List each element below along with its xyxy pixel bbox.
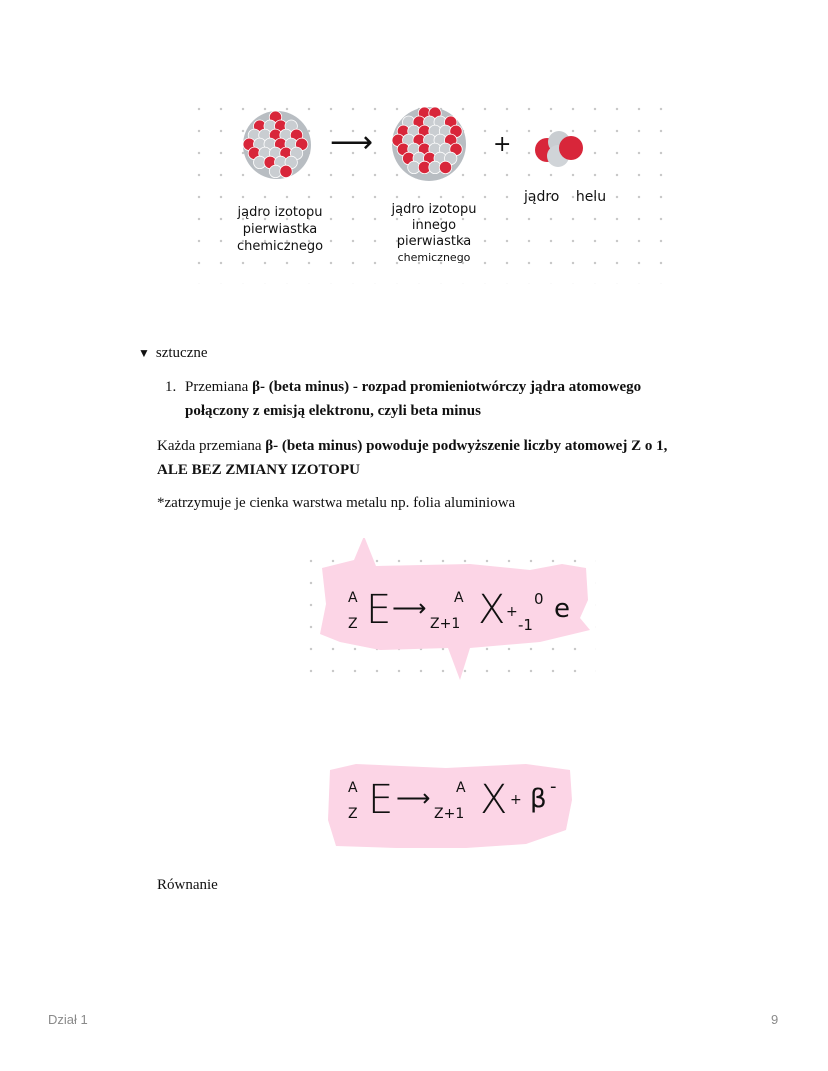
beta-symbol: β <box>530 784 547 814</box>
mass-number-right: A <box>454 590 464 606</box>
atomic-number-right: Z+1 <box>434 806 465 822</box>
equation-arrow: ⟶ <box>392 594 427 622</box>
beta-decay-equation-2 <box>326 760 576 848</box>
reaction-arrow: ⟶ <box>330 125 374 160</box>
symbol-left: E <box>366 587 392 633</box>
alpha-decay-figure <box>188 98 668 284</box>
nucleus-daughter-icon <box>386 102 472 186</box>
paragraph-z-increase: Każda przemiana β- (beta minus) powoduje podwyższenie liczby atomowej Z o 1, <box>157 438 668 454</box>
helium-nucleus-icon <box>528 128 590 168</box>
caption-parent-nucleus: jądro izotopu pierwiastka chemicznego <box>236 205 324 254</box>
paragraph-shielding: *zatrzymuje je cienka warstwa metalu np. folia aluminiowa <box>157 495 516 511</box>
symbol-right: X <box>480 777 508 823</box>
list-item-line1: Przemiana β- (beta minus) - rozpad promieniotwórczy jądra atomowego <box>185 379 642 395</box>
plus-sign: + <box>510 792 522 808</box>
toggle-triangle-icon: ▼ <box>138 346 150 360</box>
toggle-label: sztuczne <box>155 345 208 361</box>
caption-helium-nucleus: jądro helu <box>524 189 607 205</box>
nucleus-parent-icon <box>236 106 318 184</box>
beta-decay-equation-1 <box>300 550 596 680</box>
symbol-right: X <box>478 587 506 633</box>
nucleon-ball <box>439 161 451 173</box>
plus-sign: + <box>493 132 512 157</box>
plus-sign: + <box>506 604 518 620</box>
electron-charge: -1 <box>518 616 533 634</box>
beta-sign: - <box>550 776 557 797</box>
atomic-number-left: Z <box>348 616 358 632</box>
list-item-line2: połączony z emisją elektronu, czyli beta minus <box>185 403 481 419</box>
symbol-left: E <box>368 777 394 823</box>
paragraph-no-isotope-change: ALE BEZ ZMIANY IZOTOPU <box>157 462 360 478</box>
mass-number-left: A <box>348 590 358 606</box>
nucleon-ball <box>280 165 292 177</box>
list-item-number: 1. <box>165 379 177 395</box>
equation-arrow: ⟶ <box>396 784 431 812</box>
electron-symbol: e <box>554 594 570 624</box>
equation-label: Równanie <box>157 877 218 893</box>
atomic-number-left: Z <box>348 806 358 822</box>
toggle-sztuczne[interactable] <box>138 343 208 363</box>
footer-page-number: 9 <box>771 1012 779 1027</box>
mass-number-left: A <box>348 780 358 796</box>
footer-chapter: Dział 1 <box>48 1012 88 1027</box>
atomic-number-right: Z+1 <box>430 616 461 632</box>
electron-mass: 0 <box>534 590 544 608</box>
mass-number-right: A <box>456 780 466 796</box>
caption-daughter-nucleus: jądro izotopu innego pierwiastka chemicznego <box>391 202 477 264</box>
